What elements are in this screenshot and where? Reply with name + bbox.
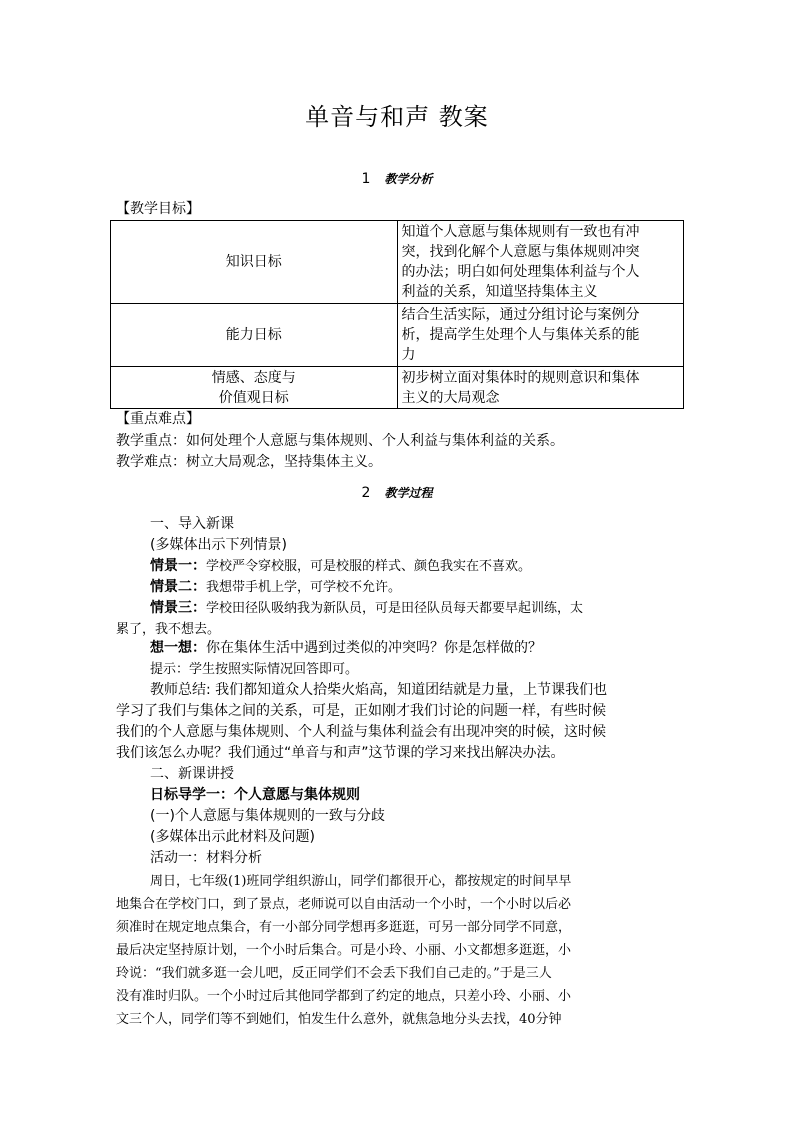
scene-text: 累了，我不想去。 (116, 622, 221, 637)
goal-guide: 日标导学一：个人意愿与集体规则 (150, 787, 360, 803)
multimedia-note: (多媒体出示此材料及问题) (150, 829, 315, 845)
objective-label: 知识日标 (111, 221, 398, 304)
teacher-summary: 我们该怎么办呢？我们通过“单音与和声”这节课的学习来找出解决办法。 (116, 745, 565, 761)
objective-line: 结合生活实际，通过分组讨论与案例分 (401, 307, 640, 323)
teacher-summary: 我们的个人意愿与集体规则、个人利益与集体利益会有出现冲突的时候，这时候 (116, 724, 606, 740)
objective-line: 初步树立面对集体时的规则意识和集体 (401, 369, 640, 386)
objective-line: 主义的大局观念 (401, 389, 500, 406)
section-heading-analysis (0, 170, 794, 188)
story-line: 没有准时归队。一个小时过后其他同学都到了约定的地点，只差小玲、小丽、小 (116, 989, 572, 1004)
story-line: 地集合在学校门口，到了景点，老师说可以自由活动一个小时，一个小时以后必 (116, 897, 572, 912)
objective-label-line: 情感、态度与 (211, 369, 296, 386)
scene-three (150, 598, 583, 619)
story-line: 最后决定坚持原计划，一个小时后集合。可是小玲、小丽、小文都想多逛逛，小 (116, 943, 572, 958)
table-row (111, 367, 684, 409)
objective-line: 突，找到化解个人意愿与集体规则冲突 (401, 244, 640, 260)
think-label: 想一想： (150, 640, 206, 656)
key-point: 教学重点：如何处理个人意愿与集体规则、个人利益与集体利益的关系。 (116, 433, 564, 449)
scene-text: 我想带手机上学，可学校不允许。 (206, 580, 402, 595)
objective-line: 力 (401, 347, 416, 363)
hint: 提示：学生按照实际情况回答即可。 (150, 662, 359, 677)
section-label: 教学过程 (384, 486, 433, 500)
table-row (111, 304, 684, 367)
table-row (111, 221, 684, 304)
subheading: (一)个人意愿与集体规则的一致与分歧 (150, 808, 385, 824)
teacher-summary: 教师总结: 我们都知道众人拾柴火焰高，知道团结就是力量，上节课我们也 (150, 682, 608, 698)
scene-two (150, 577, 401, 598)
objective-line: 的办法；明白如何处理集体利益与个人 (401, 264, 640, 280)
section-number: 2 (361, 485, 371, 501)
objective-label-line: 价值观日标 (218, 389, 289, 406)
multimedia-note: (多媒体出示下列情景) (150, 537, 287, 553)
objectives-heading: 【教学目标】 (116, 201, 200, 217)
section-heading-process (0, 484, 794, 502)
scene-text: 学校严令穿校服，可是校服的样式、颜色我实在不喜欢。 (206, 559, 532, 574)
objective-content (397, 221, 684, 304)
objective-line: 析，提高学生处理个人与集体关系的能 (401, 327, 640, 343)
section-label: 教学分析 (384, 172, 433, 186)
objective-content (397, 304, 684, 367)
think-text: 你在集体生活中遇到过类似的冲突吗？你是怎样做的？ (206, 640, 542, 656)
keypoints-heading: 【重点难点】 (116, 411, 200, 427)
objective-content (397, 367, 684, 409)
difficulty: 教学难点：树立大局观念，坚持集体主义。 (116, 454, 382, 470)
page-title: 单音与和声 教案 (305, 103, 489, 131)
activity-heading: 活动一：材料分析 (150, 850, 262, 866)
teacher-summary: 学习了我们与集体之间的关系，可是，正如刚才我们讨论的问题一样，有些时候 (116, 703, 606, 719)
objective-label: 能力日标 (111, 304, 398, 367)
scene-one (150, 556, 531, 577)
scene-label: 情景一： (150, 558, 206, 574)
story-line: 玲说：“我们就多逛一会儿吧，反正同学们不会丢下我们自己走的。”于是三人 (116, 966, 552, 981)
scene-label: 情景三： (150, 600, 206, 616)
objectives-table (110, 220, 684, 409)
story-line: 须准时在规定地点集合，有一小部分同学想再多逛逛，可另一部分同学不同意， (116, 920, 572, 935)
objective-label (111, 367, 398, 409)
objective-line: 知道个人意愿与集体规则有一致也有冲 (401, 224, 640, 240)
story-line: 周日，七年级(1)班同学组织游山，同学们都很开心，都按规定的时间早早 (150, 874, 572, 889)
intro-heading: 一、导入新课 (150, 516, 234, 532)
lecture-heading: 二、新课讲授 (150, 766, 234, 782)
story-line: 文三个人，同学们等不到她们，怕发生什么意外，就焦急地分头去找，40分钟 (116, 1012, 562, 1027)
section-number: 1 (361, 171, 371, 187)
objective-line: 利益的关系，知道坚持集体主义 (401, 284, 598, 300)
scene-text: 学校田径队吸纳我为新队员，可是田径队员每天都要早起训练，太 (206, 601, 584, 616)
scene-label: 情景二： (150, 579, 206, 595)
think-prompt (150, 638, 542, 659)
